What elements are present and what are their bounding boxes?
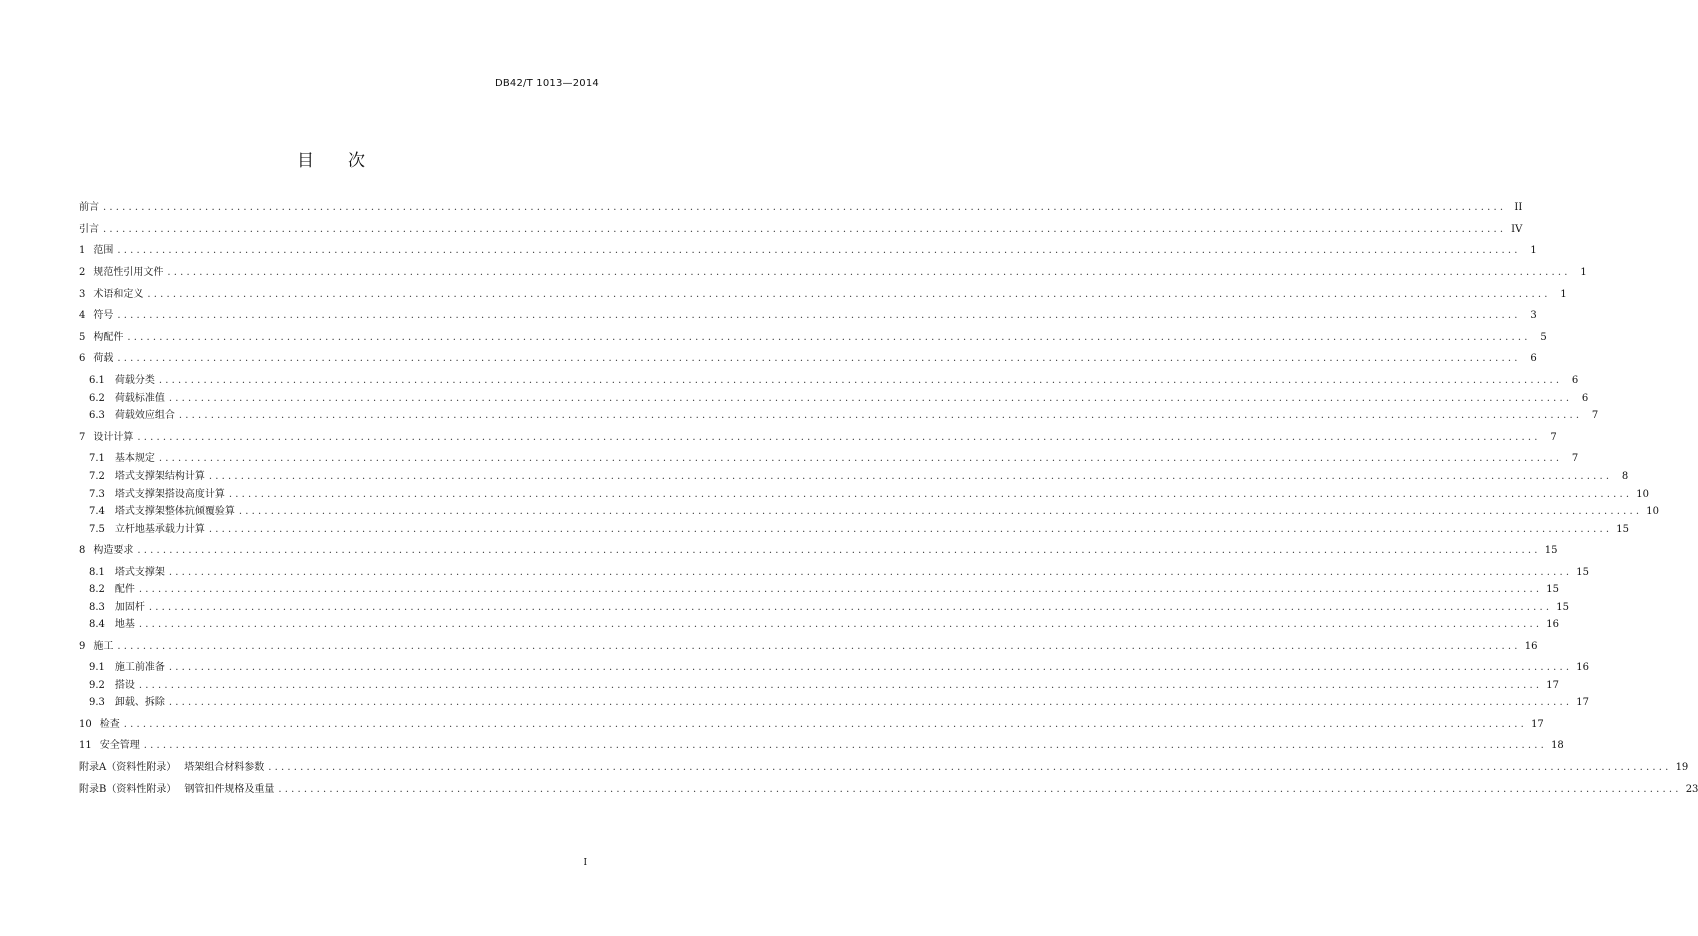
toc-entry-label: 施工	[93, 641, 114, 652]
toc-entry[interactable]	[89, 452, 1579, 466]
toc-entry-number: 10	[79, 719, 92, 730]
toc-entry-label: 立杆地基承载力计算	[114, 524, 205, 535]
toc-entry-number: 7.2	[89, 471, 105, 482]
toc-entry-page: 1	[1580, 267, 1587, 278]
title-part-2: 次	[348, 151, 365, 171]
toc-entry-label: 地基	[114, 619, 135, 630]
toc-entry[interactable]	[79, 431, 1557, 445]
toc-entry-label: 引言	[79, 224, 99, 235]
toc-entry[interactable]	[79, 739, 1564, 753]
toc-entry-page: 15	[1546, 584, 1559, 595]
toc-entry-label: 符号	[93, 310, 114, 321]
toc-entry-number: 8.3	[89, 602, 105, 613]
toc-entry-label: 范围	[93, 245, 114, 256]
toc-entry[interactable]	[89, 679, 1559, 693]
toc-entry-label: 前言	[79, 202, 99, 213]
toc-entry-number: 7.1	[89, 453, 105, 464]
toc-leader-dots: ............................................................................................................................................................................................................................	[137, 432, 1541, 443]
toc-leader-dots: ............................................................................................................................................................................................................................	[103, 202, 1507, 213]
toc-entry[interactable]	[79, 640, 1538, 654]
toc-leader-dots: ............................................................................................................................................................................................................................	[168, 662, 1573, 673]
toc-entry-number: 9	[79, 641, 86, 652]
toc-entry-number: 9.3	[89, 697, 105, 708]
toc-leader-dots: ............................................................................................................................................................................................................................	[127, 332, 1531, 343]
toc-entry-label: 术语和定义	[93, 289, 144, 300]
toc-entry-label: 规范性引用文件	[93, 267, 164, 278]
toc-entry-label: 设计计算	[93, 432, 134, 443]
toc-entry[interactable]	[79, 544, 1558, 558]
page-number: I	[583, 858, 587, 868]
toc-entry-label: 加固杆	[114, 602, 145, 613]
toc-entry-number: 8.1	[89, 567, 105, 578]
toc-leader-dots: ............................................................................................................................................................................................................................	[178, 410, 1583, 421]
document-code: DB42/T 1013—2014	[494, 78, 599, 89]
toc-entry-page: 16	[1524, 641, 1538, 652]
toc-entry-page: 1	[1530, 245, 1537, 256]
toc-entry-page: 1	[1560, 289, 1567, 300]
toc-entry[interactable]	[89, 601, 1569, 615]
toc-entry-label: 塔式支撑架整体抗倾覆验算	[114, 506, 235, 517]
toc-entry-page: 7	[1571, 453, 1579, 464]
toc-leader-dots: ............................................................................................................................................................................................................................	[228, 489, 1633, 500]
toc-leader-dots: ............................................................................................................................................................................................................................	[168, 567, 1573, 578]
toc-entry[interactable]	[89, 661, 1589, 675]
toc-entry[interactable]	[79, 783, 1698, 797]
toc-entry-page: II	[1514, 202, 1523, 213]
toc-entry-label: 塔式支撑架搭设高度计算	[114, 489, 225, 500]
toc-entry-page: 15	[1544, 545, 1558, 556]
toc-entry[interactable]	[79, 352, 1537, 366]
toc-entry-page: IV	[1511, 224, 1523, 235]
toc-entry-page: 18	[1551, 740, 1564, 751]
toc-entry-page: 8	[1621, 471, 1629, 482]
toc-entry-page: 6	[1571, 375, 1579, 386]
toc-entry[interactable]	[89, 374, 1579, 388]
toc-entry-label: 基本规定	[114, 453, 155, 464]
toc-entry-page: 15	[1616, 524, 1629, 535]
toc-leader-dots: ............................................................................................................................................................................................................................	[168, 393, 1573, 404]
toc-entry-page: 15	[1556, 602, 1569, 613]
toc-leader-dots: ............................................................................................................................................................................................................................	[148, 602, 1553, 613]
toc-leader-dots: ............................................................................................................................................................................................................................	[147, 289, 1551, 300]
toc-leader-dots: ............................................................................................................................................................................................................................	[208, 471, 1613, 482]
toc-entry-number: 8.2	[89, 584, 105, 595]
toc-entry-page: 15	[1576, 567, 1589, 578]
toc-entry[interactable]	[79, 266, 1587, 280]
toc-entry-number: 5	[79, 332, 86, 343]
toc-entry-number: 2	[79, 267, 86, 278]
toc-entry[interactable]	[79, 223, 1523, 237]
toc-leader-dots: ............................................................................................................................................................................................................................	[238, 506, 1643, 517]
toc-leader-dots: ............................................................................................................................................................................................................................	[167, 267, 1571, 278]
toc-entry-page: 10	[1636, 489, 1649, 500]
toc-entry-number: 8.4	[89, 619, 105, 630]
toc-leader-dots: ............................................................................................................................................................................................................................	[268, 762, 1672, 773]
toc-leader-dots: ............................................................................................................................................................................................................................	[278, 784, 1682, 795]
toc-entry-label: 构造要求	[93, 545, 134, 556]
toc-entry-label: 塔架组合材料参数	[184, 762, 265, 773]
toc-entry[interactable]	[89, 583, 1559, 597]
toc-entry-page: 16	[1576, 662, 1589, 673]
toc-leader-dots: ............................................................................................................................................................................................................................	[138, 619, 1543, 630]
toc-leader-dots: ............................................................................................................................................................................................................................	[117, 641, 1521, 652]
toc-entry-label: 卸载、拆除	[114, 697, 165, 708]
toc-entry-number: 11	[79, 740, 92, 751]
toc-entry-page: 7	[1591, 410, 1599, 421]
title-part-1: 目	[297, 151, 314, 171]
toc-entry-number: 7	[79, 432, 86, 443]
toc-entry[interactable]	[79, 288, 1567, 302]
toc-entry-label: 构配件	[93, 332, 124, 343]
toc-entry-number: 7.5	[89, 524, 105, 535]
toc-entry-label: 施工前准备	[114, 662, 165, 673]
toc-leader-dots: ............................................................................................................................................................................................................................	[117, 353, 1521, 364]
toc-entry-number: 1	[79, 245, 86, 256]
toc-entry[interactable]	[89, 470, 1629, 484]
toc-entry[interactable]	[89, 392, 1589, 406]
toc-entry[interactable]	[89, 409, 1599, 423]
toc-leader-dots: ............................................................................................................................................................................................................................	[117, 310, 1521, 321]
toc-entry-label: 荷载效应组合	[114, 410, 175, 421]
toc-entry-page: 23	[1685, 784, 1698, 795]
toc-entry[interactable]	[89, 566, 1589, 580]
toc-leader-dots: ............................................................................................................................................................................................................................	[117, 245, 1521, 256]
toc-leader-dots: ............................................................................................................................................................................................................................	[168, 697, 1573, 708]
toc-entry-label: 荷载分类	[114, 375, 155, 386]
toc-entry-number: 附录A（资料性附录）	[79, 762, 177, 773]
toc-leader-dots: ............................................................................................................................................................................................................................	[158, 453, 1563, 464]
toc-entry-page: 17	[1576, 697, 1589, 708]
toc-leader-dots: ............................................................................................................................................................................................................................	[103, 224, 1507, 235]
toc-leader-dots: ............................................................................................................................................................................................................................	[143, 740, 1548, 751]
toc-entry-page: 7	[1550, 432, 1557, 443]
toc-entry-page: 17	[1531, 719, 1544, 730]
toc-leader-dots: ............................................................................................................................................................................................................................	[158, 375, 1563, 386]
toc-entry[interactable]	[79, 331, 1547, 345]
toc-entry-label: 搭设	[114, 680, 135, 691]
toc-entry[interactable]	[89, 505, 1659, 519]
toc-entry-number: 9.1	[89, 662, 105, 673]
toc-entry-label: 检查	[99, 719, 120, 730]
toc-entry[interactable]	[79, 309, 1537, 323]
toc-entry-label: 塔式支撑架结构计算	[114, 471, 205, 482]
toc-entry[interactable]	[79, 244, 1537, 258]
toc-entry[interactable]	[79, 761, 1689, 775]
toc-leader-dots: ............................................................................................................................................................................................................................	[138, 680, 1543, 691]
toc-entry-label: 荷载	[93, 353, 114, 364]
toc-entry-number: 6.3	[89, 410, 105, 421]
toc-entry-page: 10	[1646, 506, 1659, 517]
toc-entry-page: 6	[1581, 393, 1589, 404]
toc-entry-label: 安全管理	[99, 740, 140, 751]
toc-entry-number: 附录B（资料性附录）	[79, 784, 177, 795]
toc-entry[interactable]	[79, 718, 1544, 732]
toc-leader-dots: ............................................................................................................................................................................................................................	[138, 584, 1543, 595]
toc-entry-label: 塔式支撑架	[114, 567, 165, 578]
toc-entry-page: 17	[1546, 680, 1559, 691]
toc-entry-page: 16	[1546, 619, 1559, 630]
toc-entry-number: 7.3	[89, 489, 105, 500]
toc-entry[interactable]	[89, 696, 1589, 710]
toc-entry-number: 9.2	[89, 680, 105, 691]
toc-leader-dots: ............................................................................................................................................................................................................................	[208, 524, 1613, 535]
toc-entry[interactable]	[79, 201, 1523, 215]
toc-leader-dots: ............................................................................................................................................................................................................................	[137, 545, 1541, 556]
toc-entry-label: 荷载标准值	[114, 393, 165, 404]
toc-entry-page: 6	[1530, 353, 1537, 364]
toc-entry-number: 6.2	[89, 393, 105, 404]
toc-entry-number: 3	[79, 289, 86, 300]
toc-entry-page: 5	[1540, 332, 1547, 343]
toc-entry-label: 钢管扣件规格及重量	[184, 784, 275, 795]
toc-entry-number: 6	[79, 353, 86, 364]
toc-entry[interactable]	[89, 523, 1629, 537]
toc-entry[interactable]	[89, 618, 1559, 632]
toc-entry-number: 6.1	[89, 375, 105, 386]
toc-entry-label: 配件	[114, 584, 135, 595]
toc-entry-page: 19	[1675, 762, 1689, 773]
toc-entry-page: 3	[1530, 310, 1537, 321]
toc-entry-number: 8	[79, 545, 86, 556]
toc-leader-dots: ............................................................................................................................................................................................................................	[123, 719, 1528, 730]
toc-entry-number: 7.4	[89, 506, 105, 517]
toc-entry[interactable]	[89, 488, 1649, 502]
toc-entry-number: 4	[79, 310, 86, 321]
